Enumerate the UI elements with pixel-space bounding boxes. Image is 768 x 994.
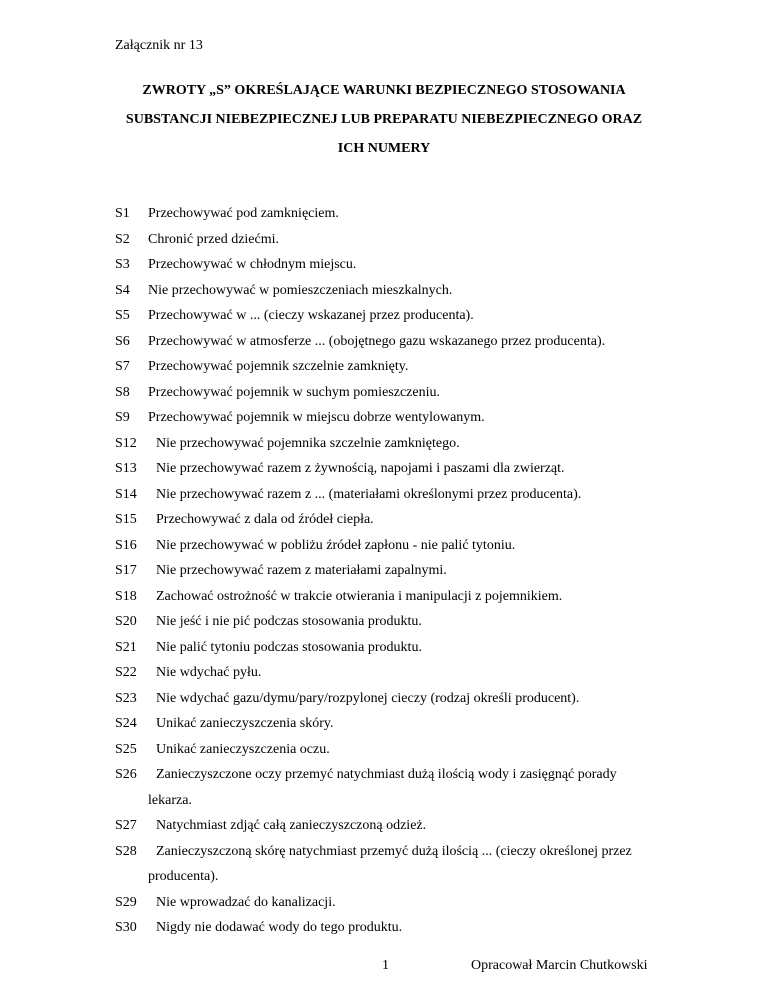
phrase-row [115, 584, 675, 610]
phrase-code: S23 [115, 690, 137, 706]
phrase-row [115, 380, 675, 406]
phrase-row [115, 303, 675, 329]
phrase-text: Przechowywać z dala od źródeł ciepła. [156, 512, 374, 527]
phrase-code: S20 [115, 614, 137, 629]
phrase-code: S26 [115, 767, 137, 782]
phrase-code: S12 [115, 435, 137, 451]
phrase-row [115, 431, 675, 457]
phrase-text: Nie przechowywać pojemnika szczelnie zamkniętego. [156, 435, 460, 451]
phrase-text: Nie przechowywać w pobliżu źródeł zapłonu - nie palić tytoniu. [156, 537, 516, 553]
phrase-code: S28 [115, 843, 137, 859]
title-line-1: ZWROTY „S” OKREŚLAJĄCE WARUNKI BEZPIECZNEGO STOSOWANIA [142, 83, 626, 98]
phrase-row [115, 558, 675, 584]
phrase-code: S9 [115, 410, 130, 425]
s-phrase-list [115, 201, 675, 941]
phrase-row [115, 329, 675, 355]
phrase-code: S1 [115, 206, 130, 221]
phrase-text: Przechowywać pod zamknięciem. [148, 206, 339, 221]
phrase-text: Chronić przed dziećmi. [148, 231, 280, 247]
phrase-row [115, 227, 675, 253]
phrase-row [115, 839, 675, 865]
phrase-text: Zachować ostrożność w trakcie otwierania i manipulacji z pojemnikiem. [156, 588, 563, 604]
phrase-code: S21 [115, 639, 137, 655]
phrase-row [115, 762, 675, 788]
phrase-row [115, 252, 675, 278]
phrase-text: Nie wdychać gazu/dymu/pary/rozpylonej cieczy (rodzaj określi producent). [156, 690, 580, 706]
phrase-text-continuation: producenta). [148, 869, 219, 884]
phrase-row [115, 507, 675, 533]
phrase-text: Przechowywać w atmosferze ... (obojętnego gazu wskazanego przez producenta). [148, 333, 606, 349]
phrase-text: Nie palić tytoniu podczas stosowania produktu. [156, 639, 422, 655]
phrase-code: S14 [115, 486, 137, 502]
phrase-row [115, 201, 675, 227]
phrase-row [115, 456, 675, 482]
document-title [80, 76, 688, 163]
phrase-text: Nie przechowywać razem z żywnością, napojami i paszami dla zwierząt. [156, 461, 565, 476]
phrase-code: S30 [115, 920, 137, 935]
phrase-row [115, 354, 675, 380]
phrase-text: Unikać zanieczyszczenia oczu. [156, 741, 330, 757]
phrase-row [115, 609, 675, 635]
phrase-code: S15 [115, 512, 137, 527]
phrase-row [115, 660, 675, 686]
phrase-row [115, 533, 675, 559]
phrase-row [115, 813, 675, 839]
phrase-code: S4 [115, 282, 130, 298]
phrase-text: Natychmiast zdjąć całą zanieczyszczoną odzież. [156, 818, 427, 833]
author-credit: Opracował Marcin Chutkowski [471, 958, 648, 973]
title-line-2: SUBSTANCJI NIEBEZPIECZNEJ LUB PREPARATU NIEBEZPIECZNEGO ORAZ [125, 112, 643, 127]
phrase-text: Przechowywać pojemnik w miejscu dobrze wentylowanym. [148, 410, 485, 425]
phrase-row [115, 737, 675, 763]
phrase-text: Przechowywać pojemnik szczelnie zamknięty. [148, 359, 409, 374]
phrase-text: Nie wprowadzać do kanalizacji. [156, 894, 336, 910]
phrase-code: S22 [115, 665, 137, 680]
phrase-text-continuation: lekarza. [148, 792, 192, 808]
phrase-text: Zanieczyszczoną skórę natychmiast przemyć dużą ilością ... (cieczy określonej przez [156, 843, 632, 859]
phrase-code: S3 [115, 257, 130, 272]
phrase-text: Unikać zanieczyszczenia skóry. [156, 716, 334, 731]
phrase-code: S24 [115, 716, 137, 731]
phrase-code: S7 [115, 359, 130, 374]
phrase-text: Nie jeść i nie pić podczas stosowania produktu. [156, 614, 422, 629]
phrase-code: S5 [115, 308, 130, 323]
phrase-code: S6 [115, 333, 130, 349]
phrase-row [115, 405, 675, 431]
phrase-row [115, 686, 675, 712]
phrase-row [115, 890, 675, 916]
phrase-text: Nie przechowywać razem z materiałami zapalnymi. [156, 563, 447, 578]
phrase-row [115, 278, 675, 304]
phrase-code: S13 [115, 461, 137, 476]
phrase-text: Nie przechowywać razem z ... (materiałami określonymi przez producenta). [156, 486, 582, 502]
phrase-text: Nie wdychać pyłu. [156, 665, 262, 680]
phrase-code: S16 [115, 537, 137, 553]
phrase-code: S17 [115, 563, 137, 578]
phrase-text: Nie przechowywać w pomieszczeniach mieszkalnych. [148, 282, 453, 298]
phrase-code: S25 [115, 741, 137, 757]
title-line-3: ICH NUMERY [337, 141, 431, 156]
phrase-code: S29 [115, 894, 137, 910]
phrase-row [115, 711, 675, 737]
page-number: 1 [382, 958, 389, 973]
phrase-row [115, 915, 675, 941]
phrase-row [115, 635, 675, 661]
phrase-code: S18 [115, 588, 137, 604]
phrase-code: S2 [115, 231, 130, 247]
phrase-text: Przechowywać w chłodnym miejscu. [148, 257, 357, 272]
phrase-row [115, 482, 675, 508]
phrase-code: S27 [115, 818, 137, 833]
phrase-text: Przechowywać w ... (cieczy wskazanej przez producenta). [148, 308, 474, 323]
phrase-text: Zanieczyszczone oczy przemyć natychmiast dużą ilością wody i zasięgnąć porady [156, 767, 617, 782]
phrase-text: Przechowywać pojemnik w suchym pomieszczeniu. [148, 384, 440, 400]
attachment-label: Załącznik nr 13 [115, 38, 203, 53]
phrase-code: S8 [115, 384, 130, 400]
phrase-text: Nigdy nie dodawać wody do tego produktu. [156, 920, 403, 935]
